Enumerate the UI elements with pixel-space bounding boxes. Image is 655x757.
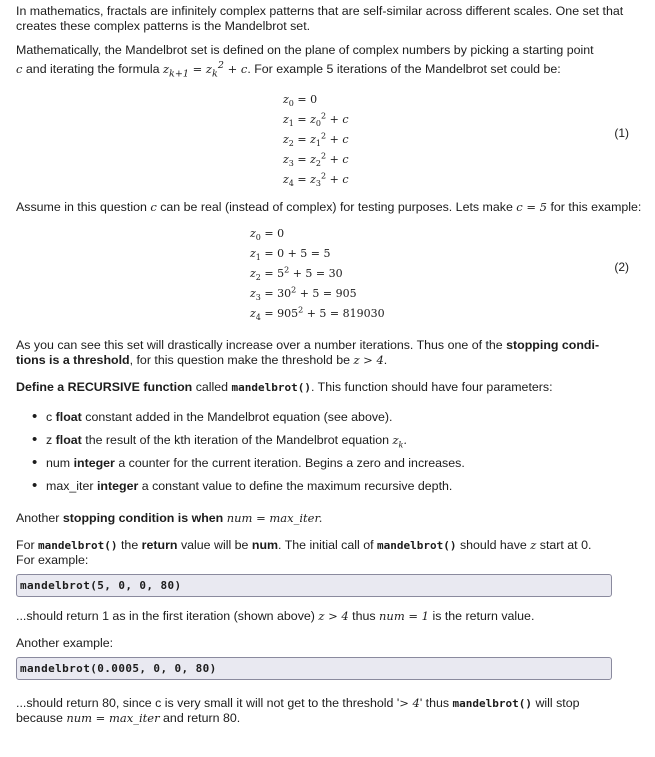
- equation-block-1: [16, 90, 643, 190]
- threshold-paragraph: [16, 338, 643, 368]
- explain-1-eq-2: num = 1: [379, 609, 429, 624]
- threshold-eq: z > 4: [353, 353, 384, 368]
- eq2-line-1: $z_1 = 0 + 5 = 5$: [250, 247, 331, 263]
- param-type: float: [55, 433, 82, 448]
- return-bold-1: return: [141, 538, 178, 553]
- explain-1-eq-1: z > 4: [318, 609, 349, 624]
- threshold-bold-1: stopping condi-: [506, 338, 600, 353]
- return-text-c: value will be: [180, 538, 249, 553]
- code-example-2: [16, 657, 612, 680]
- var-c: c: [16, 61, 23, 76]
- eq1-line-3: $z_3 = z_2^2 + c$: [283, 151, 349, 169]
- equation-block-2: [16, 224, 643, 324]
- assume-paragraph: [16, 200, 643, 215]
- explain-2-code: mandelbrot(): [452, 697, 532, 711]
- code-example-1-text: mandelbrot(5, 0, 0, 80): [20, 579, 182, 593]
- another-stop-text: Another: [16, 511, 60, 526]
- eq2-line-2: $z_2 = 5^2 + 5 = 30$: [250, 265, 343, 283]
- param-item: [32, 478, 643, 501]
- var-zk: $z_k$.: [392, 433, 408, 450]
- code-example-1: [16, 574, 612, 597]
- param-type: integer: [96, 479, 139, 494]
- another-example-label: Another example:: [16, 636, 114, 651]
- return-bold-2: num: [251, 538, 279, 553]
- code-example-2-text: mandelbrot(0.0005, 0, 0, 80): [20, 662, 217, 676]
- return-text-f: start at 0.: [539, 538, 592, 553]
- param-name: num: [46, 456, 71, 471]
- another-stop-eq: num = max_iter.: [226, 511, 323, 526]
- param-item: [32, 432, 643, 455]
- definition-text-d: . For example 5 iterations of the Mandelbrot set could be:: [247, 61, 561, 76]
- threshold-bold-2: tions is a threshold: [16, 353, 130, 368]
- explain-1-text-b: thus: [352, 609, 376, 624]
- eq1-line-4: $z_4 = z_3^2 + c$: [283, 171, 349, 189]
- param-desc: a constant value to define the maximum recursive depth.: [141, 479, 453, 494]
- explain-1-paragraph: [16, 609, 643, 624]
- assume-text-d: for this example:: [550, 200, 642, 215]
- threshold-text-c: .: [383, 353, 388, 368]
- eq1-line-2: $z_2 = z_1^2 + c$: [283, 131, 349, 149]
- explain-2-text-a: ...should return 80, since c is very small it will not get to the threshold ': [16, 696, 400, 711]
- return-code-1: mandelbrot(): [38, 539, 118, 553]
- define-paragraph: [16, 380, 643, 395]
- eq2-line-4: $z_4 = 905^2 + 5 = 819030$: [250, 305, 385, 323]
- threshold-text-b: , for this question make the threshold be: [129, 353, 351, 368]
- eq1-line-1: $z_1 = z_0^2 + c$: [283, 111, 349, 129]
- return-paragraph: [16, 538, 643, 568]
- param-name: max_iter: [46, 479, 94, 494]
- param-desc: the result of the kth iteration of the Mandelbrot equation: [85, 433, 390, 448]
- intro-text: In mathematics, fractals are infinitely complex patterns that are self-similar across different scales. One set that creates these complex patterns is the Mandelbrot set.: [16, 4, 624, 33]
- param-item: [32, 455, 643, 478]
- return-text-b: the: [120, 538, 139, 553]
- equation-number-1: (1): [614, 126, 629, 141]
- explain-2-text-e: and return 80.: [163, 711, 241, 726]
- return-text-d: . The initial call of: [278, 538, 374, 553]
- return-text-e: should have: [459, 538, 527, 553]
- assume-var-c: c: [150, 200, 157, 215]
- assume-eq: c = 5: [516, 200, 548, 215]
- definition-paragraph: [16, 43, 643, 81]
- eq1-line-0: $z_0 = 0$: [283, 93, 318, 109]
- assume-text-a: Assume in this question: [16, 200, 147, 215]
- assume-text-b: can be real (instead of complex) for testing purposes. Lets make: [160, 200, 513, 215]
- define-text-a: called: [195, 380, 229, 395]
- return-text-a: For: [16, 538, 35, 553]
- explain-2-paragraph: [16, 696, 643, 726]
- parameter-list: [16, 409, 643, 501]
- explain-2-eq-2: num = max_iter: [66, 711, 160, 726]
- param-name: z: [46, 433, 53, 448]
- explain-2-text-b: ' thus: [419, 696, 450, 711]
- threshold-text-a: As you can see this set will drastically increase over a number iterations. Thus one of the: [16, 338, 503, 353]
- explain-2-text-c: will stop: [535, 696, 580, 711]
- another-stop-bold: stopping condition is when: [62, 511, 224, 526]
- param-desc: constant added in the Mandelbrot equation (see above).: [85, 410, 393, 425]
- eq2-line-3: $z_3 = 30^2 + 5 = 905$: [250, 285, 357, 303]
- iteration-formula: $z_{k+1} = z_k^2 + c$: [162, 60, 248, 80]
- explain-2-eq: > 4: [399, 696, 420, 711]
- another-stop-paragraph: [16, 511, 643, 526]
- param-name: c: [46, 410, 53, 425]
- intro-paragraph: [16, 4, 643, 34]
- define-bold: Define a RECURSIVE function: [16, 380, 193, 395]
- param-desc: a counter for the current iteration. Begins a zero and increases.: [118, 456, 465, 471]
- param-type: float: [55, 410, 82, 425]
- define-text-b: . This function should have four parameters:: [311, 380, 553, 395]
- definition-text-b: and iterating the formula: [25, 61, 160, 76]
- eq2-line-0: $z_0 = 0$: [250, 227, 285, 243]
- explain-1-text-c: is the return value.: [432, 609, 535, 624]
- return-var-z: z: [530, 538, 537, 553]
- param-item: [32, 409, 643, 432]
- explain-1-text-a: ...should return 1 as in the first iteration (shown above): [16, 609, 315, 624]
- define-code: mandelbrot(): [231, 381, 312, 395]
- param-type: integer: [73, 456, 115, 471]
- return-code-2: mandelbrot(): [377, 539, 457, 553]
- return-text-g: For example:: [16, 553, 89, 568]
- definition-text-a: Mathematically, the Mandelbrot set is defined on the plane of complex numbers by picking a starting point: [16, 43, 594, 57]
- equation-number-2: (2): [614, 260, 629, 275]
- explain-2-text-d: because: [16, 711, 63, 726]
